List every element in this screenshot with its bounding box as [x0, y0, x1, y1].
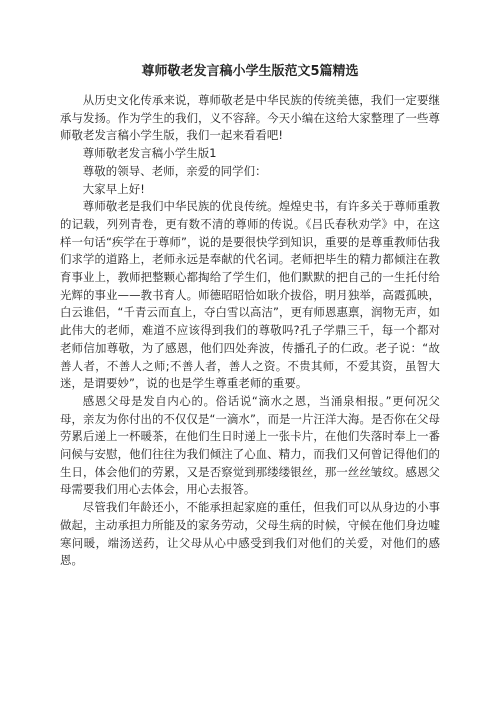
paragraph-body-3: 尽管我们年龄还小，不能承担起家庭的重任，但我们可以从身边的小事做起，主动承担力所能及的家务劳动，父母生病的时候，守候在他们身边嘘寒问暖，端汤送药，让父母从心中感受到我们对他们的关爱，对他们的感恩。 — [60, 500, 440, 568]
paragraph-salutation: 尊敬的领导、老师，亲爱的同学们： — [82, 163, 267, 178]
paragraph-greeting: 大家早上好! — [82, 181, 145, 196]
paragraph-intro: 从历史文化传承来说，尊师敬老是中华民族的传统美德，我们一定要继承与发扬。作为学生的我们，义不容辞。今天小编在这给大家整理了一些尊师敬老发言稿小学生版，我们一起来看看吧! — [60, 93, 440, 143]
paragraph-body-1: 尊师敬老是我们中华民族的优良传统。煌煌史书，有许多关于尊师重教的记载，列列青卷，更有数不清的尊师的传说。《吕氏春秋劝学》中，在这样一句话“疾学在于尊师”，说的是要很快学到知识，重要的是尊重教师估我们求学的道路上，老师永远是奉献的代名词。老师把毕生的精力都倾注在教育事业上，教师把整颗心都掏给了学生们，他们默默的把自己的一生托付给光辉的事业——教书育人。师德昭昭恰如耿介拔俗，明月独举，高霞孤映，白云谁侣，“千青云而直上，夺白雪以高洁”，更有师恩惠禀，润物无声，如此伟大的老师，难道不应该得到我们的尊敬吗?孔子学鼎三千，每一个都对老师信加尊敬，为了感恩，他们四处奔波，传播孔子的仁政。老子说：“故善人者，不善人之师;不善人者，善人之资。不贵其师，不爱其资，虽智大迷，是谓要妙”，说的也是学生尊重老师的重要。 — [60, 199, 440, 391]
paragraph-heading-1: 尊师敬老发言稿小学生版1 — [82, 146, 217, 161]
paragraph-body-2: 感恩父母是发自内心的。俗话说“滴水之恩，当涌泉相报。”更何况父母，亲友为你付出的不仅仅是“一滴水”，而是一片汪洋大海。是否你在父母劳累后递上一杯暖茶，在他们生日时递上一张卡片，在他们失落时奉上一番问候与安慰，他们往往为我们倾注了心血、精力，而我们又何曾记得他们的生日，体会他们的劳累，又是否察觉到那缕缕银丝，那一丝丝皱纹。感恩父母需要我们用心去体会，用心去报答。 — [60, 393, 440, 497]
document-title: 尊师敬老发言稿小学生版范文5篇精选 — [141, 64, 359, 79]
